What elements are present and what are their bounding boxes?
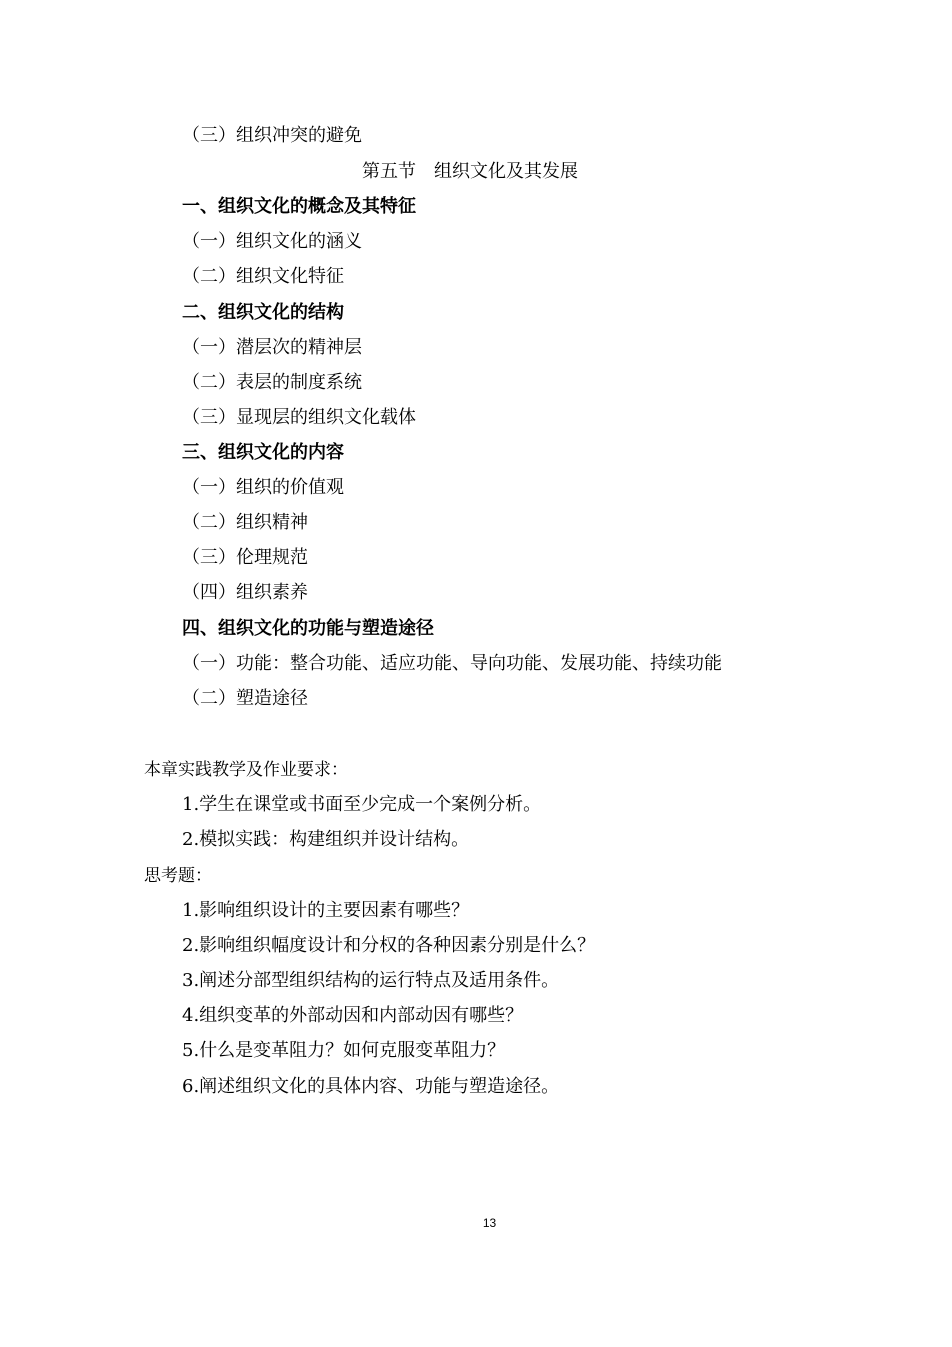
subsection-features: （二）组织文化特征: [182, 266, 344, 287]
subsection-ethics: （三）伦理规范: [182, 547, 308, 568]
subsection-spirit-layer: （一）潜层次的精神层: [182, 337, 362, 358]
subsection-avoid-conflict: （三）组织冲突的避免: [182, 125, 362, 146]
question-item: 1.影响组织设计的主要因素有哪些？: [182, 900, 470, 921]
section-title: 第五节 组织文化及其发展: [362, 161, 578, 182]
subsection-literacy: （四）组织素养: [182, 582, 308, 603]
question-item: 5.什么是变革阻力？如何克服变革阻力？: [182, 1040, 506, 1061]
heading-content: 三、组织文化的内容: [182, 442, 344, 463]
heading-concept: 一、组织文化的概念及其特征: [182, 196, 416, 217]
question-item: 2.影响组织幅度设计和分权的各种因素分别是什么？: [182, 935, 596, 956]
subsection-shaping: （二）塑造途径: [182, 688, 308, 709]
practice-item: 1.学生在课堂或书面至少完成一个案例分析。: [182, 794, 542, 815]
question-item: 4.组织变革的外部动因和内部动因有哪些？: [182, 1005, 524, 1026]
subsection-institution-layer: （二）表层的制度系统: [182, 372, 362, 393]
subsection-functions: （一）功能：整合功能、适应功能、导向功能、发展功能、持续功能: [182, 653, 722, 674]
page-number: 13: [482, 1216, 497, 1230]
heading-function: 四、组织文化的功能与塑造途径: [182, 618, 434, 639]
question-item: 3.阐述分部型组织结构的运行特点及适用条件。: [182, 970, 560, 991]
practice-title: 本章实践教学及作业要求：: [144, 760, 348, 780]
heading-structure: 二、组织文化的结构: [182, 302, 344, 323]
subsection-carrier-layer: （三）显现层的组织文化载体: [182, 407, 416, 428]
question-item: 6.阐述组织文化的具体内容、功能与塑造途径。: [182, 1076, 560, 1097]
subsection-meaning: （一）组织文化的涵义: [182, 231, 362, 252]
subsection-spirit: （二）组织精神: [182, 512, 308, 533]
subsection-values: （一）组织的价值观: [182, 477, 344, 498]
questions-title: 思考题：: [144, 866, 212, 886]
practice-item: 2.模拟实践：构建组织并设计结构。: [182, 829, 470, 850]
